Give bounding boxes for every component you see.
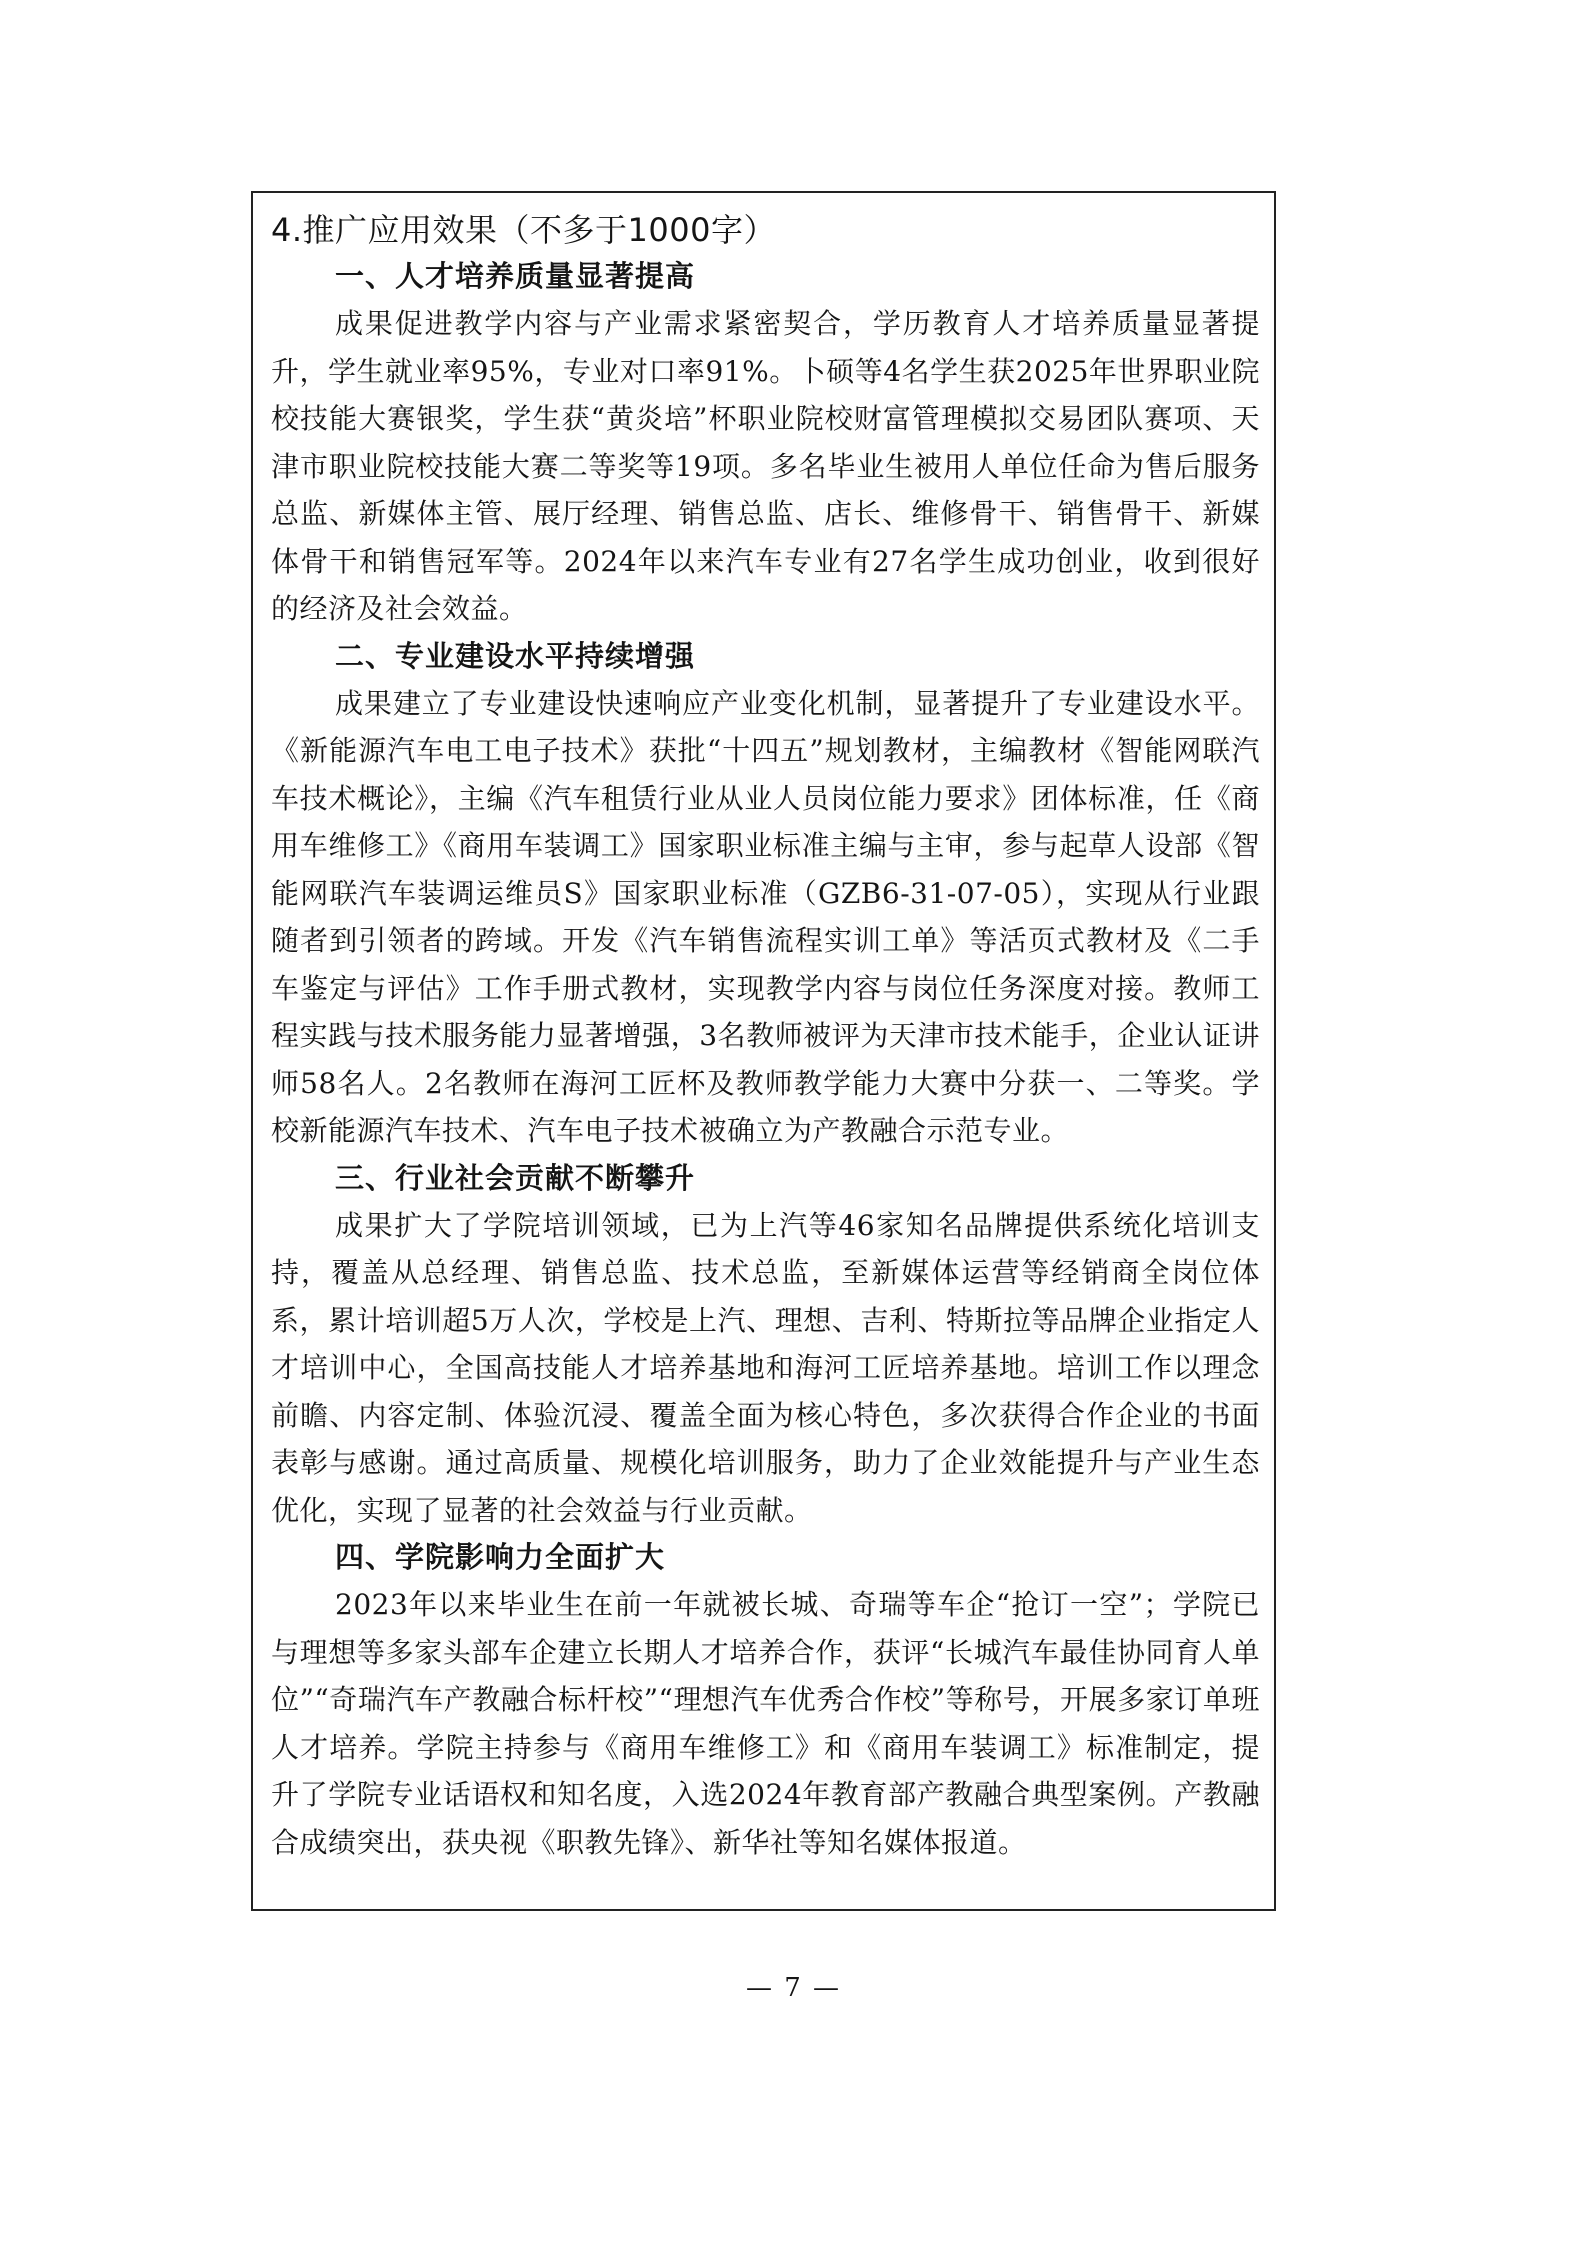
subsection-body-4: 2023年以来毕业生在前一年就被长城、奇瑞等车企“抢订一空”；学院已与理想等多家头部车企建立长期人才培养合作，获评“长城汽车最佳协同育人单位”“奇瑞汽车产教融合标杆校”“理想汽车优秀合作校”等称号，开展多家订单班人才培养。学院主持参与《商用车维修工》和《商用车装调工》标准制定，提升了学院专业话语权和知名度，入选2024年教育部产教融合典型案例。产教融合成绩突出，获央视《职教先锋》、新华社等知名媒体报道。 [271, 1588, 1260, 1859]
subsection-body-3: 成果扩大了学院培训领域，已为上汽等46家知名品牌提供系统化培训支持，覆盖从总经理、销售总监、技术总监，至新媒体运营等经销商全岗位体系，累计培训超5万人次，学校是上汽、理想、吉利、特斯拉等品牌企业指定人才培训中心，全国高技能人才培养基地和海河工匠培养基地。培训工作以理念前瞻、内容定制、体验沉浸、覆盖全面为核心特色，多次获得合作企业的书面表彰与感谢。通过高质量、规模化培训服务，助力了企业效能提升与产业生态优化，实现了显著的社会效益与行业贡献。 [271, 1208, 1260, 1527]
content-frame [251, 191, 1276, 1911]
subsection-heading-2: 二、专业建设水平持续增强 [335, 638, 696, 673]
page-number: — 7 — [745, 1973, 842, 2003]
subsection-body-1: 成果促进教学内容与产业需求紧密契合，学历教育人才培养质量显著提升，学生就业率95%，专业对口率91%。卜硕等4名学生获2025年世界职业院校技能大赛银奖，学生获“黄炎培”杯职业院校财富管理模拟交易团队赛项、天津市职业院校技能大赛二等奖等19项。多名毕业生被用人单位任命为售后服务总监、新媒体主管、展厅经理、销售总监、店长、维修骨干、销售骨干、新媒体骨干和销售冠军等。2024年以来汽车专业有27名学生成功创业，收到很好的经济及社会效益。 [271, 307, 1260, 625]
subsection-body-2: 成果建立了专业建设快速响应产业变化机制，显著提升了专业建设水平。《新能源汽车电工电子技术》获批“十四五”规划教材，主编教材《智能网联汽车技术概论》，主编《汽车租赁行业从业人员岗位能力要求》团体标准，任《商用车维修工》《商用车装调工》国家职业标准主编与主审，参与起草人设部《智能网联汽车装调运维员S》国家职业标准（GZB6-31-07-05），实现从行业跟随者到引领者的跨域。开发《汽车销售流程实训工单》等活页式教材及《二手车鉴定与评估》工作手册式教材，实现教学内容与岗位任务深度对接。教师工程实践与技术服务能力显著增强，3名教师被评为天津市技术能手，企业认证讲师58名人。2名教师在海河工匠杯及教师教学能力大赛中分获一、二等奖。学校新能源汽车技术、汽车电子技术被确立为产教融合示范专业。 [271, 686, 1260, 1147]
subsection-heading-3: 三、行业社会贡献不断攀升 [335, 1160, 696, 1195]
section-title: 4.推广应用效果（不多于1000字） [271, 211, 776, 249]
subsection-heading-1: 一、人才培养质量显著提高 [335, 259, 696, 293]
content-body [271, 207, 1260, 1866]
subsection-heading-4: 四、学院影响力全面扩大 [335, 1540, 666, 1574]
